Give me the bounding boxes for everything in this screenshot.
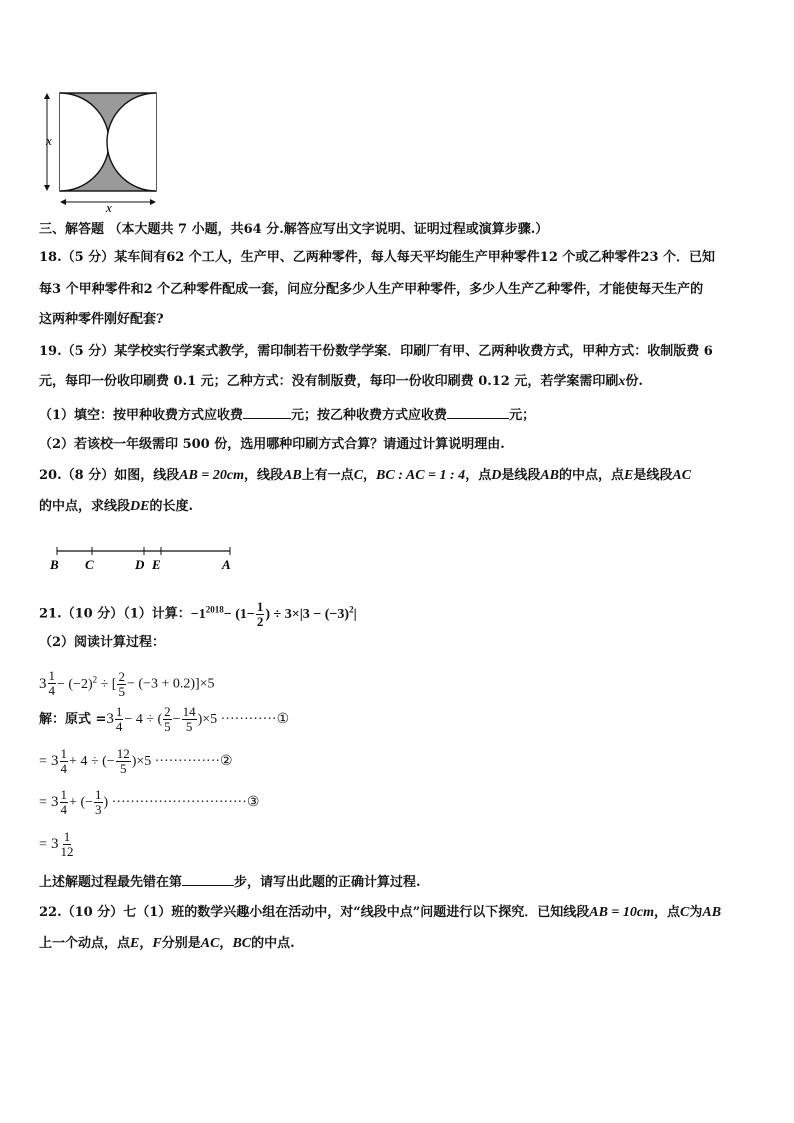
q18-line1: 18.（5 分）某车间有62 个工人，生产甲、乙两种零件，每人每天平均能生产甲种零件12 个或乙种零件23 个．已知: [39, 250, 716, 265]
q19-line1: 19.（5 分）某学校实行学案式教学，需印制若干份数学学案．印刷厂有甲、乙两种收费方式，甲种方式：收制版费 6: [39, 344, 713, 359]
square-semicircle-figure: [38, 88, 168, 213]
q21-step3: = 3 $\frac{1}{4}$ + (− $\frac{1}{3}$ ) ·····························③: [39, 786, 260, 817]
q21-step4: = 3 $\frac{1}{12}$: [39, 828, 74, 859]
x-label-left: x: [46, 133, 52, 148]
q19-part2: （2）若该校一年级需印 500 份，选用哪种印刷方式合算？请通过计算说明理由.: [39, 437, 505, 452]
q20-line2: 的中点，求线段DE的长度.: [39, 499, 193, 514]
q21-part2: （2）阅读计算过程：: [39, 635, 166, 650]
point-b-label: B: [50, 557, 59, 572]
x-label-bottom: x: [106, 200, 112, 213]
point-c-label: C: [85, 557, 94, 572]
answer-blank-2: [447, 406, 509, 419]
point-a-label: A: [222, 557, 231, 572]
q18-line3: 这两种零件刚好配套?: [39, 312, 164, 327]
q22-line1: 22.（10 分）七（1）班的数学兴趣小组在活动中，对“线段中点”问题进行以下探究．已知线段AB = 10cm，点C为AB: [39, 905, 722, 920]
q21-tail: 上述解题过程最先错在第 步，请写出此题的正确计算过程.: [39, 875, 421, 890]
q21-given-expression: 3 $\frac{1}{4}$ − $(-2)^2$ ÷ [ $\frac{2}{5}$ − (−3 + 0.2)]×5: [39, 668, 215, 699]
point-d-label: D: [135, 557, 145, 572]
answer-blank-3: [182, 873, 234, 886]
q21-step1: 解：原式 = 3 $\frac{1}{4}$ − 4 ÷ ( $\frac{2}{5}$ − $\frac{14}{5}$ )×5 ············①: [39, 703, 290, 734]
q22-line2: 上一个动点，点E，F分别是AC，BC的中点.: [39, 936, 295, 951]
q19-line2: 元，每印一份收印刷费 0.1 元；乙种方式：没有制版费，每印一份收印刷费 0.12 元，若学案需印刷x份.: [39, 374, 643, 389]
segment-figure: [44, 543, 244, 573]
section-heading: 三、解答题 （本大题共 7 小题，共64 分.解答应写出文字说明、证明过程或演算步骤.）: [39, 222, 549, 237]
q18-line2: 每3 个甲种零件和2 个乙种零件配成一套，问应分配多少人生产甲种零件，多少人生产乙种零件，才能使每天生产的: [39, 282, 704, 297]
q21-step2: = 3 $\frac{1}{4}$ + 4 ÷ (− $\frac{12}{5}$ )×5 ··············②: [39, 745, 233, 776]
q20-line1: 20.（8 分）如图，线段AB = 20cm，线段AB上有一点C，BC : AC = 1 : 4，点D是线段AB的中点，点E是线段AC: [39, 468, 692, 483]
q21-part1: 21.（10 分）（1）计算：$-1^{2018}- (1-$ $\frac{1}{2}$ ) ÷ $3\times|3 - (-3)^2|$: [39, 598, 357, 629]
point-e-label: E: [152, 557, 161, 572]
q19-part1: （1）填空：按甲种收费方式应收费 元；按乙种收费方式应收费 元；: [39, 408, 536, 423]
answer-blank-1: [243, 406, 291, 419]
